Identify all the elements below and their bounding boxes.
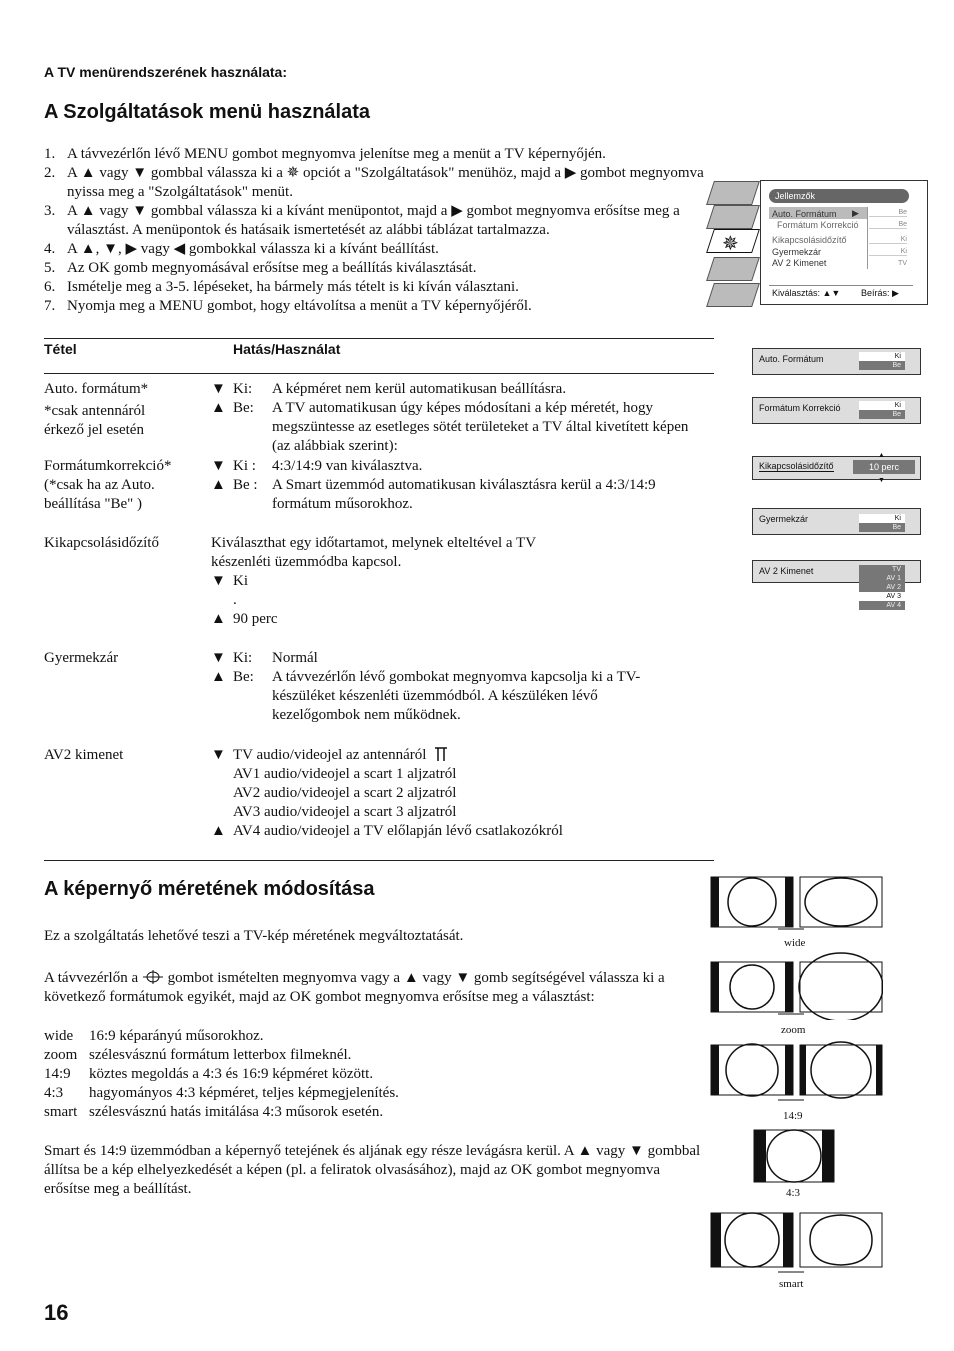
menu-item-lock[interactable]: Gyermekzár [772,247,822,257]
star-icon: ✵ [722,233,739,255]
table-header-rule [44,373,714,374]
folder-tab-icon [706,257,760,281]
row-format-item: Formátumkorrekció* (*csak ha az Auto. beállítása "Be" ) [44,458,172,512]
menu-value-lock: Ki [869,248,907,256]
up-arrow-icon: ▲ [878,451,885,459]
step-2: 2. A ▲ vagy ▼ gombbal válassza ki a ✵ opciót a "Szolgáltatások" menühöz, majd a ▶ gombot megnyomva nyissa meg a "Szolgáltatások" menüt. [44,165,704,200]
step-6: 6. Ismételje meg a 3-5. lépéseket, ha bármely más tételt is ki kíván választani. [44,279,519,295]
option-ki[interactable]: Ki [859,514,905,523]
list-item: 4:3 hagyományos 4:3 képméret, teljes képmegjelenítés. [44,1085,399,1101]
row-av2-item: AV2 kimenet [44,747,124,763]
menu-box [760,180,928,305]
table-bottom-rule [44,860,714,861]
control-lock[interactable]: Gyermekzár Ki Be [752,508,921,535]
timer-value[interactable]: 10 perc [853,460,915,474]
list-tab-icon [706,283,760,307]
menu-title: Jellemzők [775,191,816,201]
caption-wide: wide [784,937,806,949]
menu-value-timer: Ki [869,236,907,244]
control-av2[interactable]: AV 2 Kimenet TV AV 1 AV 2 AV 3 AV 4 [752,560,921,583]
step-7: 7. Nyomja meg a MENU gombot, hogy eltávolítsa a menüt a TV képernyőjéről. [44,298,532,314]
person-tab-icon [706,181,760,205]
row-lock-item: Gyermekzár [44,650,119,666]
page-number: 16 [44,1300,69,1325]
list-item: 14:9 köztes megoldás a 4:3 és 16:9 képméret között. [44,1066,374,1082]
option-be[interactable]: Be [892,524,901,531]
option-av4[interactable]: AV 4 [886,602,901,609]
step-1: 1. A távvezérlőn lévő MENU gombot megnyomva jelenítse meg a menüt a TV képernyőjén. [44,146,606,162]
option-tv[interactable]: TV [892,566,901,573]
screen-note: Smart és 14:9 üzemmódban a képernyő tetejének és aljának egy része levágásra kerül. A ▲ vagy ▼ gombbal állítsa be a kép elhelyezkedését a képen (pl. a feliratok olvasásához), majd az OK gombot megnyomva erősítse meg a beállítást. [44,1143,701,1197]
page-title: A Szolgáltatások menü használata [44,101,371,123]
menu-item-av2[interactable]: AV 2 Kimenet [772,258,827,268]
table-row [44,380,714,460]
list-item: zoom szélesvásznú formátum letterbox filmeknél. [44,1047,352,1063]
control-format[interactable]: Formátum Korrekció Ki Be [752,397,921,424]
option-ki[interactable]: Ki [859,352,905,361]
four-three-illustration [752,1128,837,1188]
option-av1[interactable]: AV 1 [886,575,901,582]
down-arrow-icon: ▼ [878,476,885,484]
caption-4-3: 4:3 [786,1187,801,1199]
option-av3[interactable]: AV 3 [859,592,905,601]
wide-illustration [708,875,883,935]
row-lock-desc: ▼ Ki: Normál ▲ Be: A távvezérlőn lévő gombokat megnyomva kapcsolja ki a TV-készüléket készenléti üzemmódból. A készüléken lévő kezelőgombok nem működnek. [211,650,641,723]
screen-format-button-icon [142,969,164,985]
step-4: 4. A ▲, ▼, ▶ vagy ◀ gombokkal válassza ki a kívánt beállítást. [44,241,439,257]
menu-item-auto[interactable]: Auto. Formátum [772,209,837,219]
caption-smart: smart [779,1278,804,1290]
table-header-item: Tétel [44,341,77,357]
section-label: A TV menürendszerének használata: [44,64,288,80]
menu-item-timer[interactable]: Kikapcsolásidőzítő [772,235,847,245]
control-auto[interactable]: Auto. Formátum Ki Be [752,348,921,375]
screen-instructions: A távvezérlőn a gombot ismételten megnyomva vagy a ▲ vagy ▼ gomb segítségével válassza ki a következő formátumok egyikét, majd az OK gombot megnyomva erősítse meg a választást: [44,970,665,1005]
menu-value-format: Be [869,221,907,229]
screen-intro: Ez a szolgáltatás lehetővé teszi a TV-kép méretének megváltoztatását. [44,928,464,944]
menu-footer-enter: Beírás: ▶ [861,288,899,298]
control-timer[interactable]: Kikapcsolásidőzítő 10 perc ▲ ▼ [752,456,921,480]
step-5: 5. Az OK gomb megnyomásával erősítse meg a beállítás kiválasztását. [44,260,477,276]
row-auto-desc: ▼ Ki: A képméret nem kerül automatikusan beállításra. ▲ Be: A TV automatikusan úgy képes módosítani a kép méretét, hogy megszüntesse az esetleges sötét területeket a TV által kivetített képen (az alábbiak szerint): [211,381,689,454]
smart-illustration [708,1210,883,1278]
list-item: wide 16:9 képarányú műsorokhoz. [44,1028,264,1044]
fourteen-nine-illustration [708,1040,883,1108]
table-top-rule [44,338,714,339]
section-title-screen: A képernyő méretének módosítása [44,878,375,900]
table-header-effect: Hatás/Használat [233,341,341,357]
option-av2[interactable]: AV 2 [886,584,901,591]
list-item: smart szélesvásznú hatás imitálása 4:3 műsorok esetén. [44,1104,384,1120]
row-timer-item: Kikapcsolásidőzítő [44,535,159,551]
option-ki[interactable]: Ki [859,401,905,410]
step-3: 3. A ▲ vagy ▼ gombbal válassza ki a kívánt menüpontot, majd a ▶ gombot megnyomva erősítse meg a választást. A menüpontok és hatásaik ismertetését az alábbi táblázat tartalmazza. [44,203,680,238]
row-timer-desc: Kiválaszthat egy időtartamot, melynek elteltével a TV készenléti üzemmódba kapcsol. ▼ Ki . ▲ 90 perc [211,535,536,627]
music-tab-icon [706,205,760,229]
row-auto-item: Auto. formátum* *csak antennáról érkező jel esetén [44,381,149,438]
caption-zoom: zoom [781,1024,806,1036]
caption-14-9: 14:9 [783,1110,803,1122]
menu-item-format[interactable]: Formátum Korrekció [777,220,859,230]
antenna-icon [432,746,450,762]
menu-footer-select: Kiválasztás: ▲▼ [772,288,841,298]
menu-value-auto: Be [869,209,907,217]
row-av2-desc: ▼ TV audio/videojel az antennáról AV1 audio/videojel a scart 1 aljzatról AV2 audio/videojel a scart 2 aljzatról AV3 audio/videojel a scart 3 aljzatról ▲ AV4 audio/videojel a TV előlapján lévő csatlakozókról [211,747,563,839]
menu-arrow-icon: ▶ [852,208,859,218]
option-be[interactable]: Be [892,362,901,369]
option-be[interactable]: Be [892,411,901,418]
zoom-illustration [708,952,883,1020]
steps-list [44,145,714,316]
format-list [44,1027,706,1122]
row-format-desc: ▼ Ki : 4:3/14:9 van kiválasztva. ▲ Be : A Smart üzemmód automatikusan kiválasztásra kerül a 4:3/14:9 formátum műsorokhoz. [211,458,656,512]
menu-value-av2: TV [898,260,907,267]
